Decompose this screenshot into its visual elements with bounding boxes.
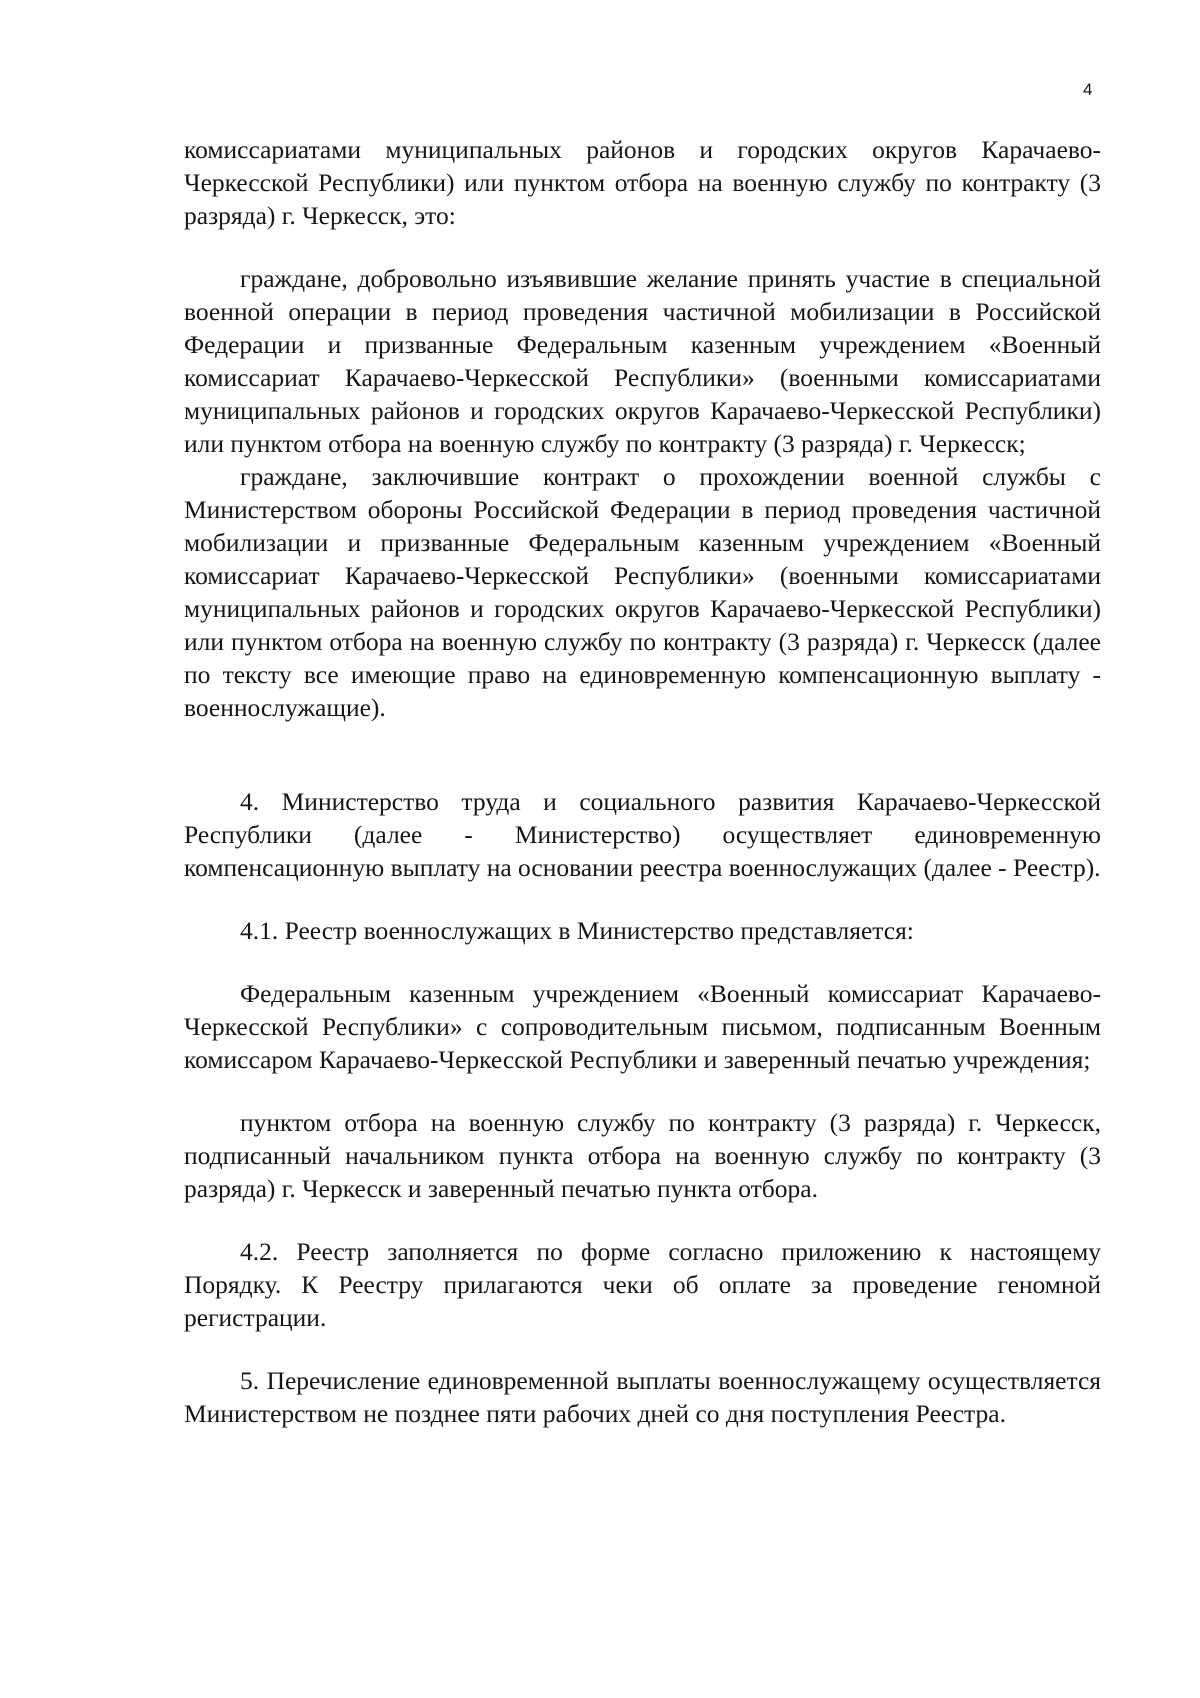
paragraph-intro-continuation: комиссариатами муниципальных районов и городских округов Карачаево-Черкесской Республики) или пунктом отбора на военную службу по контракту (3 разряда) г. Черкесск, это:: [184, 135, 1101, 230]
paragraph-contract-citizens: граждане, заключившие контракт о прохождении военной службы с Министерством обороны Российской Федерации в период проведения частичной мобилизации и призванные Федеральным казенным учреждением «Военный комиссариат Карачаево-Черкесской Республики» (военными комиссариатами муниципальных районов и городских округов Карачаево-Черкесской Республики) или пунктом отбора на военную службу по контракту (3 разряда) г. Черкесск (далее по тексту все имеющие право на единовременную компенсационную выплату - военнослужащие).: [184, 462, 1101, 722]
paragraph-item-4: 4. Министерство труда и социального развития Карачаево-Черкесской Республики (далее - Министерство) осуществляет единовременную компенсационную выплату на основании реестра военнослужащих (далее - Реестр).: [184, 787, 1101, 882]
paragraph-military-commissariat: Федеральным казенным учреждением «Военный комиссариат Карачаево-Черкесской Республики» с сопроводительным письмом, подписанным Военным комиссаром Карачаево-Черкесской Республики и заверенный печатью учреждения;: [184, 979, 1101, 1074]
paragraph-item-4-2: 4.2. Реестр заполняется по форме согласно приложению к настоящему Порядку. К Реестру прилагаются чеки об оплате за проведение геномной регистрации.: [184, 1237, 1101, 1332]
paragraph-volunteer-citizens: граждане, добровольно изъявившие желание принять участие в специальной военной операции в период проведения частичной мобилизации в Российской Федерации и призванные Федеральным казенным учреждением «Военный комиссариат Карачаево-Черкесской Республики» (военными комиссариатами муниципальных районов и городских округов Карачаево-Черкесской Республики) или пунктом отбора на военную службу по контракту (3 разряда) г. Черкесск;: [184, 264, 1101, 458]
page-number: 4: [1083, 80, 1093, 99]
paragraph-selection-point: пунктом отбора на военную службу по контракту (3 разряда) г. Черкесск, подписанный начальником пункта отбора на военную службу по контракту (3 разряда) г. Черкесск и заверенный печатью пункта отбора.: [184, 1108, 1101, 1203]
paragraph-item-5: 5. Перечисление единовременной выплаты военнослужащему осуществляется Министерством не позднее пяти рабочих дней со дня поступления Реестра.: [184, 1366, 1101, 1428]
paragraph-item-4-1: 4.1. Реестр военнослужащих в Министерство представляется:: [240, 916, 914, 945]
document-body: [184, 133, 1101, 1430]
